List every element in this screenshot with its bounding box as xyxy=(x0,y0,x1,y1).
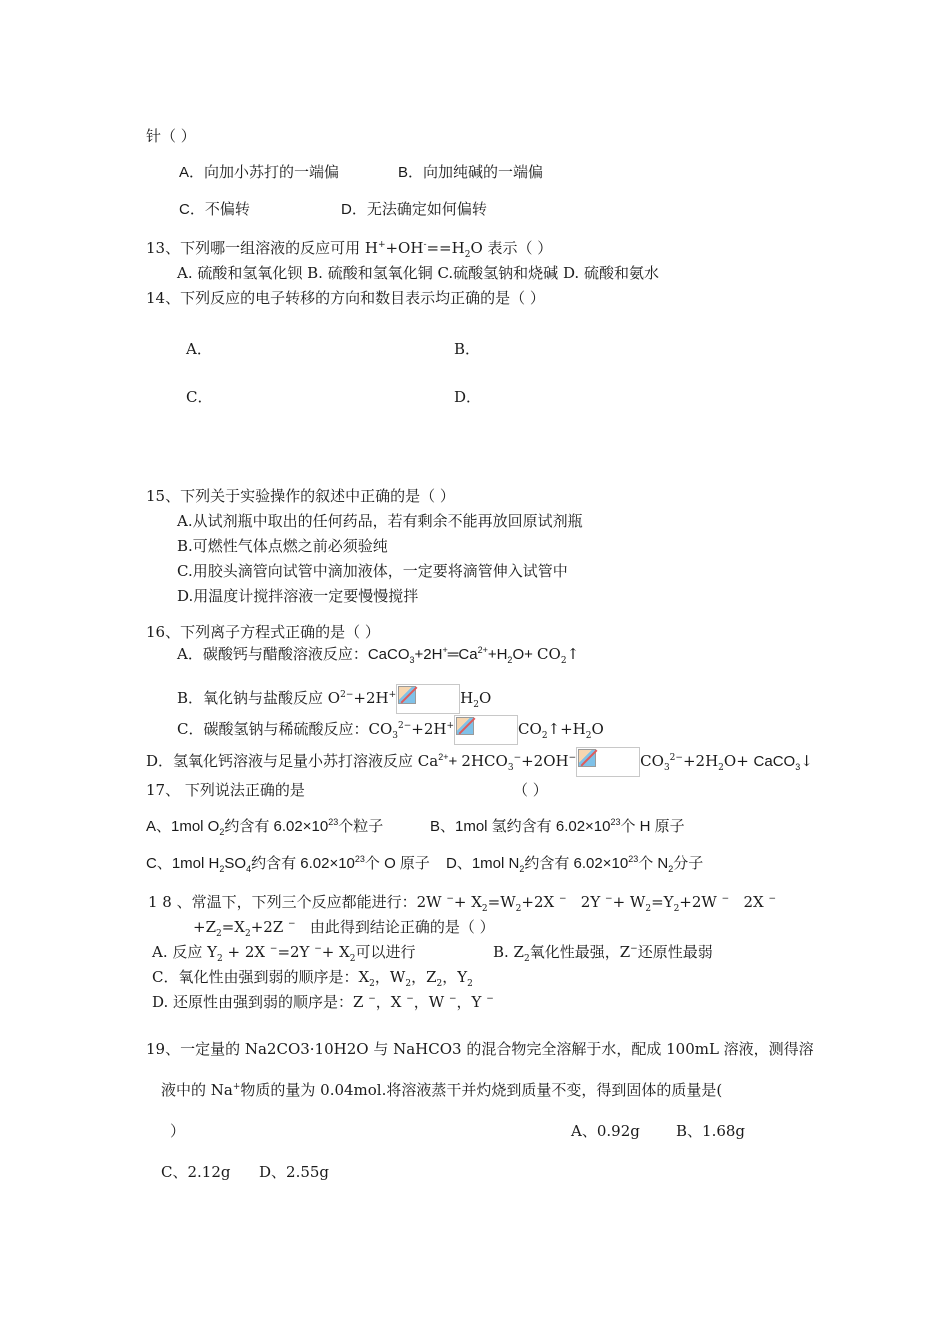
q17-answer-paren: （ ） xyxy=(513,781,548,799)
q12-stem-continuation: 针（ ） xyxy=(146,127,196,145)
q17-option-b: B、1mol 氢约含有 $6.02\times 10^{23}$个 H 原子 xyxy=(430,817,685,835)
q15-option-d: D.用温度计搅拌溶液一定要慢慢搅拌 xyxy=(177,587,419,605)
q17-option-a: A、1mol $O_2$约含有 $6.02\times 10^{23}$个粒子 xyxy=(146,817,384,837)
q14-option-d: D． xyxy=(454,388,482,406)
q13-options: A. 硫酸和氢氧化钡 B. 硫酸和氢氧化铜 C.硫酸氢钠和烧碱 D. 硫酸和氨水 xyxy=(177,264,659,282)
q19-option-b: B、1.68g xyxy=(676,1122,746,1140)
broken-image-icon xyxy=(396,684,460,714)
q17-option-c: C、1mol $H_2SO_4$约含有 $6.02\times 10^{23}$个 O 原子 xyxy=(146,854,430,874)
q16-option-d: D．氢氧化钙溶液与足量小苏打溶液反应 $Ca^{2+}+ 2HCO_3^-+2OH^-$ $CO_3^{2-}+2H_2O+$ CaCO$_3$↓ xyxy=(146,744,813,779)
q14-option-a: A． xyxy=(186,340,212,358)
q17-stem: 17、 下列说法正确的是 xyxy=(146,781,305,799)
q14-stem: 14、下列反应的电子转移的方向和数目表示均正确的是（ ） xyxy=(146,289,545,307)
q16-option-a: A．碳酸钙与醋酸溶液反应：$CaCO_3+2H^+═Ca^{2+}+H_2O+$ $CO_2↑$ xyxy=(177,645,580,666)
q12-option-b: B．向加纯碱的一端偏 xyxy=(398,164,544,181)
q15-option-b: B.可燃性气体点燃之前必须验纯 xyxy=(177,537,388,555)
q19-answer-paren-close: ） xyxy=(170,1122,186,1140)
q15-option-a: A.从试剂瓶中取出的任何药品，若有剩余不能再放回原试剂瓶 xyxy=(177,512,583,530)
q18-stem-line1: 1 8 、常温下，下列三个反应都能进行：2W $^-+ X_2=W_2+2X$ − 2Y $^-+ W_2=Y_2+2W$ − 2X − xyxy=(148,893,776,914)
q18-option-d: D. 还原性由强到弱的顺序是：Z −，X −，W −，Y − xyxy=(152,993,494,1011)
q12-option-a: A．向加小苏打的一端偏 xyxy=(179,164,340,181)
q19-option-a: A、0.92g xyxy=(571,1122,640,1140)
q19-option-c: C、2.12g xyxy=(161,1163,231,1181)
q14-option-c: C． xyxy=(186,388,213,406)
q13-stem: 13、下列哪一组溶液的反应可用 $H^++OH^-==H_2O$ 表示（ ） xyxy=(146,239,553,260)
q17-option-d: D、1mol $N_2$约含有 $6.02\times 10^{23}$个 $N_2$分子 xyxy=(446,854,704,874)
q19-stem-line2: 液中的 Na+物质的量为 0.04mol.将溶液蒸干并灼烧到质量不变，得到固体的质量是( xyxy=(161,1081,723,1099)
q14-option-b: B． xyxy=(454,340,481,358)
q16-option-c: C．碳酸氢钠与稀硫酸反应：$CO_3^{2-}+2H^+$ $CO_2↑+H_2O$ xyxy=(177,712,604,746)
broken-image-icon xyxy=(576,747,640,777)
broken-image-icon xyxy=(454,715,518,745)
q19-stem-line1: 19、一定量的 Na2CO3·10H2O 与 NaHCO3 的混合物完全溶解于水，配成 100mL 溶液，测得溶 xyxy=(146,1040,814,1058)
q18-option-a: A. 反应 $Y_2 + 2X$ −=2Y $^-+ X_2$可以进行 xyxy=(152,943,416,964)
q12-option-c: C．不偏转 xyxy=(179,201,250,218)
q18-option-b: B. $Z_2$氧化性最强，Z−还原性最弱 xyxy=(493,943,713,964)
q19-option-d: D、2.55g xyxy=(259,1163,330,1181)
q12-option-d: D．无法确定如何偏转 xyxy=(341,201,487,218)
q18-stem-line2: $+Z_2=X_2+2Z$ − 由此得到结论正确的是（ ） xyxy=(193,918,495,939)
q15-stem: 15、下列关于实验操作的叙述中正确的是（ ） xyxy=(146,487,455,505)
q18-option-c: C．氧化性由强到弱的顺序是：$X_2$，$W_2$，$Z_2$，$Y_2$ xyxy=(152,968,473,989)
q15-option-c: C.用胶头滴管向试管中滴加液体，一定要将滴管伸入试管中 xyxy=(177,562,568,580)
q16-option-b: B．氧化钠与盐酸反应 $O^{2-}+2H^+$ $H_2O$ xyxy=(177,681,491,715)
q16-stem: 16、下列离子方程式正确的是（ ） xyxy=(146,623,380,641)
